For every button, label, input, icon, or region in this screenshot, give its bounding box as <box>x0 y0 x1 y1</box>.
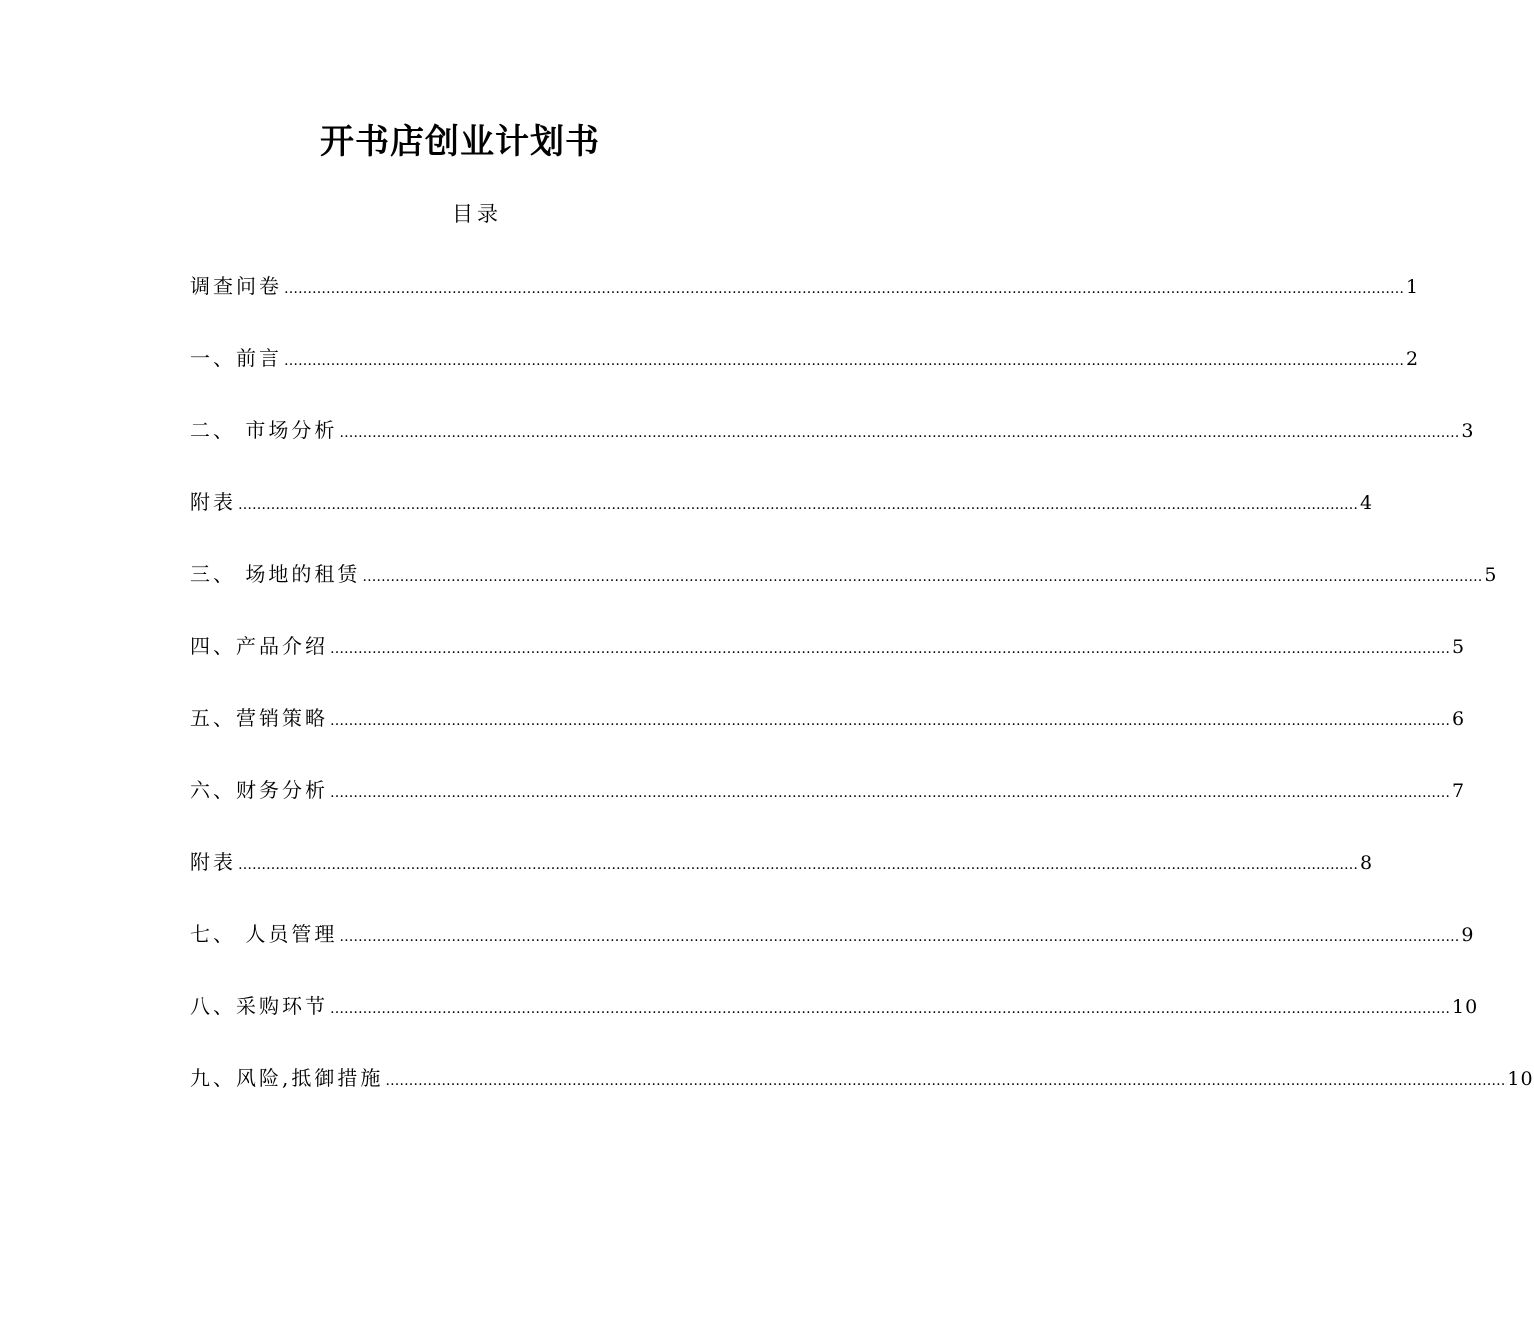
toc-entry-page: 4 <box>1360 492 1374 514</box>
toc-entry-page: 5 <box>1452 636 1466 658</box>
toc-dot-leader: …………………………………………………………………………………………………………………………………………………………………………………………………………………… <box>362 569 1483 585</box>
table-of-contents <box>190 268 1534 1132</box>
toc-entry[interactable] <box>190 484 1374 556</box>
toc-entry[interactable] <box>190 412 1475 484</box>
toc-entry-label: 三、 场地的租赁 <box>190 562 361 586</box>
toc-entry[interactable] <box>190 340 1420 412</box>
toc-dot-leader: …………………………………………………………………………………………………………………………………………………………………………………………………………………… <box>330 785 1450 801</box>
toc-dot-leader: …………………………………………………………………………………………………………………………………………………………………………………………………………………… <box>339 425 1460 441</box>
toc-entry-page: 10 <box>1452 996 1479 1018</box>
toc-entry-page: 8 <box>1360 852 1374 874</box>
toc-entry-page: 5 <box>1484 564 1498 586</box>
toc-entry[interactable] <box>190 916 1475 988</box>
toc-entry-label: 调查问卷 <box>190 274 282 298</box>
toc-entry[interactable] <box>190 1060 1534 1132</box>
toc-dot-leader: …………………………………………………………………………………………………………………………………………………………………………………………………………………… <box>284 281 1404 297</box>
toc-entry-page: 6 <box>1452 708 1466 730</box>
toc-entry-page: 3 <box>1461 420 1475 442</box>
toc-dot-leader: …………………………………………………………………………………………………………………………………………………………………………………………………………………… <box>238 497 1358 513</box>
toc-dot-leader: …………………………………………………………………………………………………………………………………………………………………………………………………………………… <box>330 1001 1450 1017</box>
toc-dot-leader: …………………………………………………………………………………………………………………………………………………………………………………………………………………… <box>284 353 1404 369</box>
toc-entry-label: 四、产品介绍 <box>190 634 328 658</box>
toc-entry-label: 七、 人员管理 <box>190 922 338 946</box>
toc-entry-label: 八、采购环节 <box>190 994 328 1018</box>
toc-entry-label: 一、前言 <box>190 346 282 370</box>
toc-entry-label: 六、财务分析 <box>190 778 328 802</box>
toc-entry-label: 附表 <box>190 490 236 514</box>
toc-dot-leader: …………………………………………………………………………………………………………………………………………………………………………………………………………………… <box>339 929 1460 945</box>
toc-entry[interactable] <box>190 268 1420 340</box>
toc-entry-label: 附表 <box>190 850 236 874</box>
toc-dot-leader: …………………………………………………………………………………………………………………………………………………………………………………………………………………… <box>385 1073 1506 1089</box>
toc-dot-leader: …………………………………………………………………………………………………………………………………………………………………………………………………………………… <box>330 641 1450 657</box>
document-title: 开书店创业计划书 <box>320 122 600 162</box>
toc-entry-page: 9 <box>1461 924 1475 946</box>
toc-entry-page: 10 <box>1507 1068 1534 1090</box>
toc-heading: 目录 <box>452 202 502 226</box>
toc-dot-leader: …………………………………………………………………………………………………………………………………………………………………………………………………………………… <box>238 857 1358 873</box>
toc-dot-leader: …………………………………………………………………………………………………………………………………………………………………………………………………………………… <box>330 713 1450 729</box>
toc-entry[interactable] <box>190 772 1466 844</box>
toc-entry[interactable] <box>190 628 1466 700</box>
toc-entry[interactable] <box>190 556 1498 628</box>
toc-entry[interactable] <box>190 844 1374 916</box>
toc-entry-page: 2 <box>1406 348 1420 370</box>
toc-entry-label: 二、 市场分析 <box>190 418 338 442</box>
toc-entry-label: 九、风险,抵御措施 <box>190 1066 384 1090</box>
toc-entry[interactable] <box>190 700 1466 772</box>
toc-entry-page: 1 <box>1406 276 1420 298</box>
toc-entry-label: 五、营销策略 <box>190 706 328 730</box>
toc-entry[interactable] <box>190 988 1479 1060</box>
toc-entry-page: 7 <box>1452 780 1466 802</box>
